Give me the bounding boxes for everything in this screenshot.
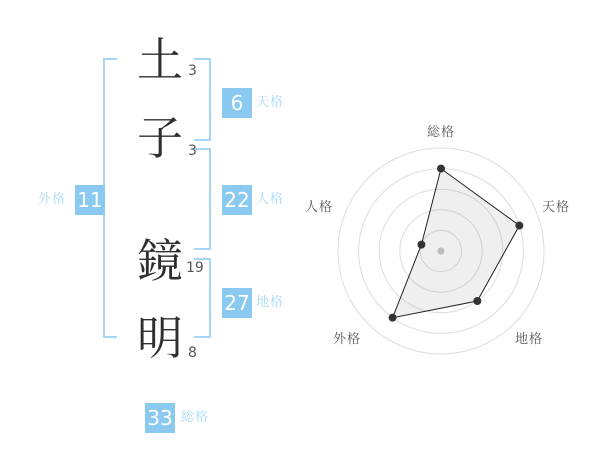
name-char-3: 鏡 — [137, 234, 183, 288]
chikaku-value-badge: 27 — [222, 288, 252, 318]
name-char-1: 土 — [137, 33, 183, 87]
chikaku-label: 地格 — [256, 295, 285, 310]
stroke-count-2: 3 — [188, 143, 197, 159]
radar-axis-label-gaikaku: 外格 — [333, 332, 362, 347]
name-char-4: 明 — [137, 311, 183, 365]
gaikaku-value-badge: 11 — [75, 185, 105, 215]
radar-axis-label-chikaku: 地格 — [515, 332, 544, 347]
jinkaku-label: 人格 — [256, 192, 285, 207]
radar-axis-label-soukaku: 総格 — [427, 125, 456, 140]
gaikaku-bracket — [103, 58, 117, 338]
soukaku-value-badge: 33 — [145, 403, 175, 433]
radar-axis-label-jinkaku: 人格 — [305, 200, 334, 215]
gaikaku-label: 外格 — [38, 192, 67, 207]
jinkaku-bracket — [194, 148, 211, 250]
tenkaku-value-badge: 6 — [222, 88, 252, 118]
name-char-2: 子 — [137, 111, 183, 165]
tenkaku-label: 天格 — [256, 95, 285, 110]
stroke-count-3: 19 — [186, 260, 204, 276]
stroke-count-1: 3 — [188, 63, 197, 79]
fortune-radar-chart — [330, 140, 552, 362]
soukaku-label: 総格 — [181, 410, 210, 425]
jinkaku-value-badge: 22 — [222, 185, 252, 215]
stroke-count-4: 8 — [188, 345, 197, 361]
radar-axis-label-tenkaku: 天格 — [542, 200, 571, 215]
